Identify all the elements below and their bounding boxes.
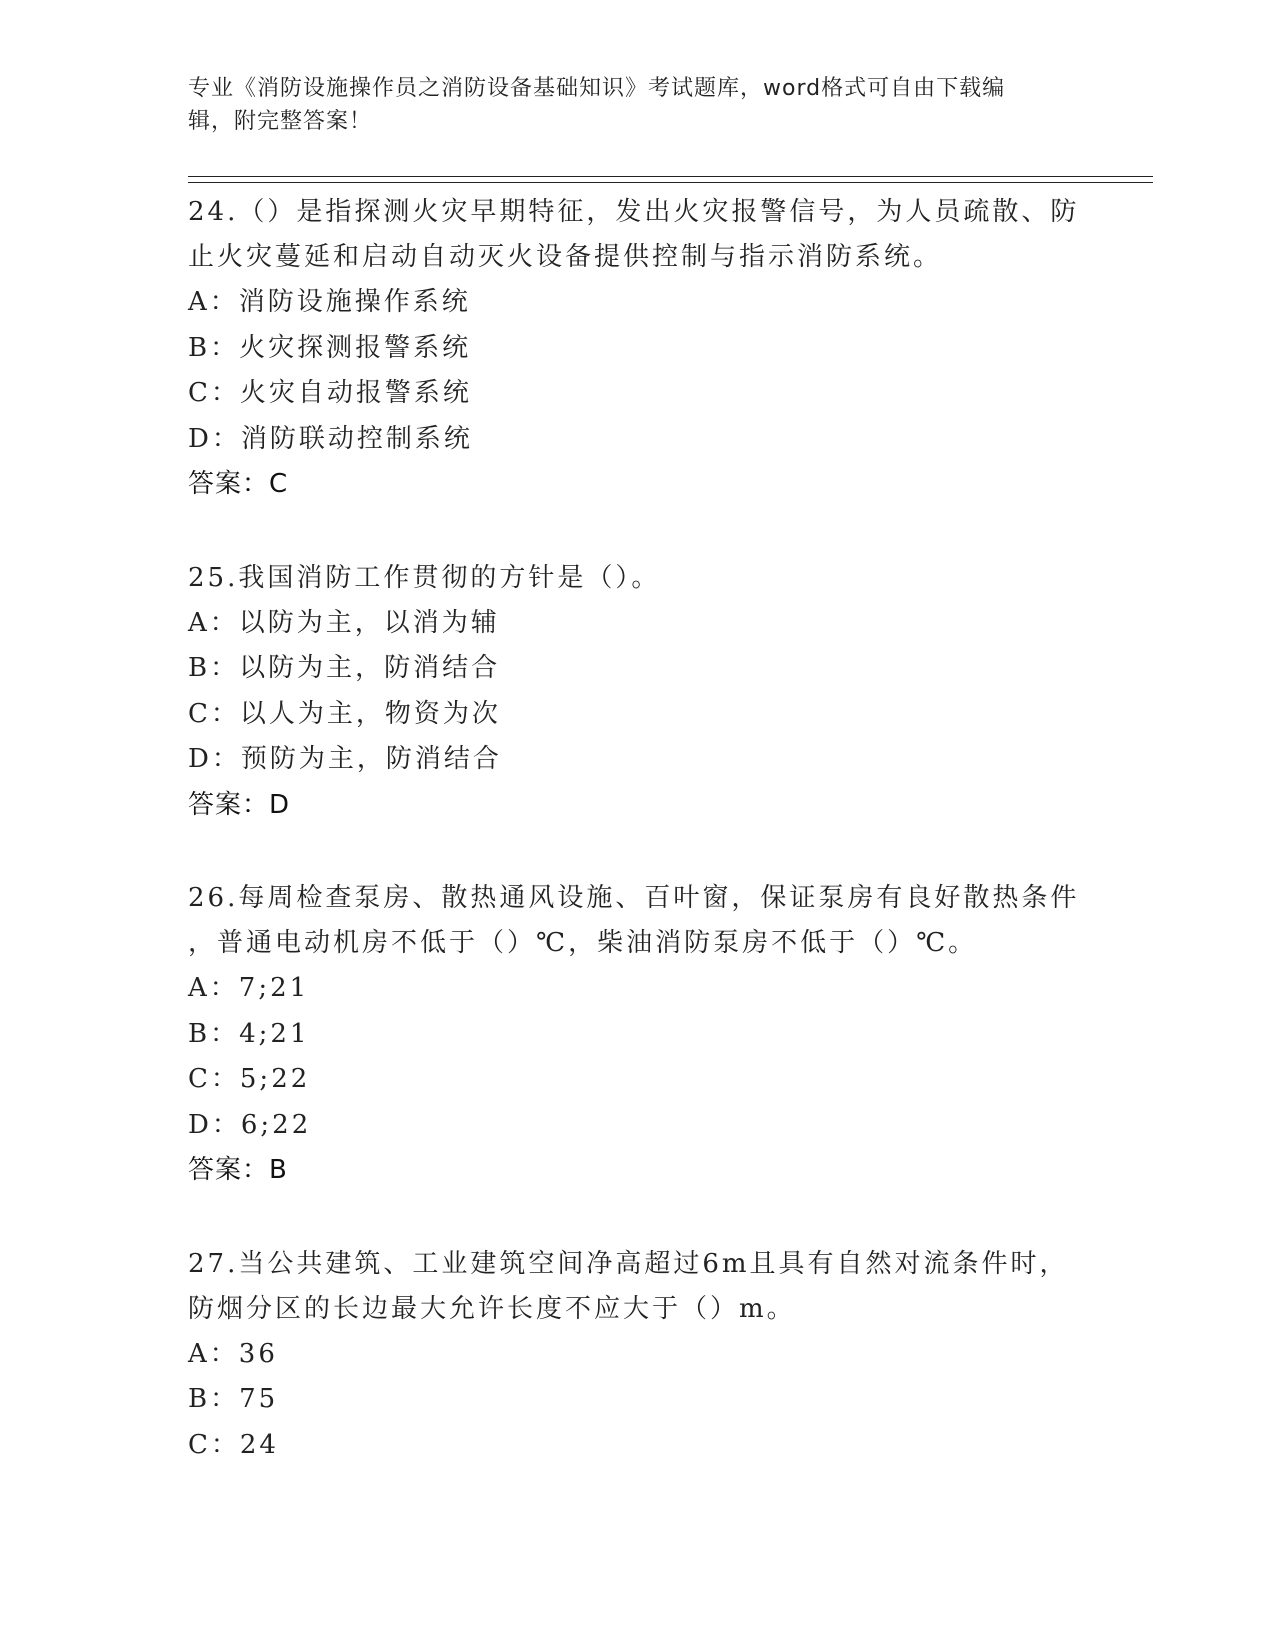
question-27	[188, 1240, 1088, 1469]
option-b: B：火灾探测报警系统	[188, 332, 472, 363]
question-text-line-1: 25.我国消防工作贯彻的方针是（）。	[188, 562, 661, 593]
option-c: C：24	[188, 1429, 279, 1460]
question-25	[188, 554, 1088, 829]
question-text-line-2: 止火灾蔓延和启动自动灭火设备提供控制与指示消防系统。	[188, 242, 943, 272]
option-d: D：消防联动控制系统	[188, 423, 473, 454]
question-text	[188, 188, 1088, 280]
question-text-line-1: 24.（）是指探测火灾早期特征，发出火灾报警信号，为人员疏散、防	[188, 197, 1080, 227]
question-26	[188, 874, 1088, 1194]
question-text-line-1: 26.每周检查泵房、散热通风设施、百叶窗，保证泵房有良好散热条件	[188, 883, 1080, 913]
option-b: B：75	[188, 1384, 279, 1414]
answer-line: 答案：B	[188, 1155, 288, 1185]
option-a: A：以防为主，以消为辅	[188, 607, 500, 638]
question-text	[188, 554, 1088, 601]
question-text	[188, 1240, 1088, 1332]
option-c: C：以人为主，物资为次	[188, 698, 501, 729]
option-d: D：6;22	[188, 1109, 312, 1140]
header-line-2: 辑，附完整答案！	[188, 109, 373, 134]
header-divider-bottom	[188, 182, 1153, 183]
answer-line: 答案：C	[188, 469, 289, 499]
option-d: D：预防为主，防消结合	[188, 744, 502, 774]
question-text-line-2: 防烟分区的长边最大允许长度不应大于（）m。	[188, 1293, 796, 1324]
question-text-line-2: ，普通电动机房不低于（）℃，柴油消防泵房不低于（）℃。	[188, 928, 978, 958]
question-text-line-1: 27.当公共建筑、工业建筑空间净高超过6m且具有自然对流条件时，	[188, 1248, 1069, 1279]
question-24	[188, 188, 1088, 508]
header-line-1: 专业《消防设施操作员之消防设备基础知识》考试题库，word格式可自由下载编	[188, 76, 1006, 101]
option-c: C：火灾自动报警系统	[188, 378, 472, 408]
option-c: C：5;22	[188, 1064, 311, 1094]
option-a: A：36	[188, 1338, 278, 1369]
option-a: A：消防设施操作系统	[188, 287, 471, 317]
document-header	[188, 72, 1068, 138]
option-b: B：以防为主，防消结合	[188, 653, 501, 683]
question-text	[188, 874, 1088, 966]
option-b: B：4;21	[188, 1018, 310, 1049]
answer-line: 答案：D	[188, 789, 291, 820]
option-a: A：7;21	[188, 973, 310, 1003]
question-list	[188, 188, 1088, 1514]
header-divider-top	[188, 176, 1153, 177]
